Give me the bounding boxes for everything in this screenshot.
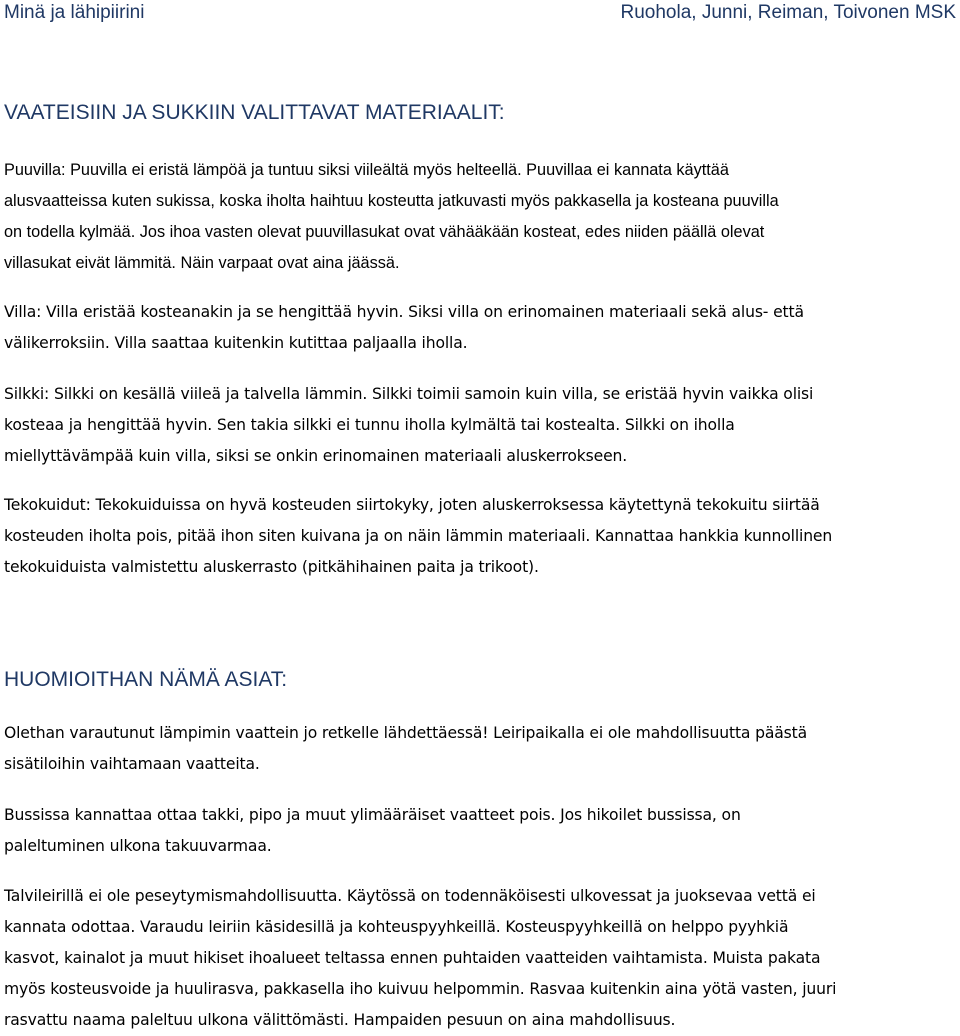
paragraph-tekokuidut [4, 490, 958, 583]
paragraph-silkki [4, 379, 958, 472]
paragraph-villa [4, 297, 958, 359]
paragraph-hygiene [4, 881, 958, 1036]
paragraph-warm-clothes [4, 718, 958, 780]
paragraph-puuvilla [4, 155, 958, 279]
paragraph-line: Puuvilla: Puuvilla ei eristä lämpöä ja tuntuu siksi viileältä myös helteellä. Puuvillaa ei kannata käyttää [4, 161, 729, 179]
page-header [4, 2, 956, 26]
header-title: Minä ja lähipiirini [4, 2, 145, 23]
paragraph-line: Talvileirillä ei ole peseytymismahdollisuutta. Käytössä on todennäköisesti ulkovessat ja juoksevaa vettä ei [4, 887, 816, 905]
paragraph-line: tekokuiduista valmistettu aluskerrasto (pitkähihainen paita ja trikoot). [4, 558, 539, 576]
section-heading-notes: HUOMIOITHAN NÄMÄ ASIAT: [4, 668, 288, 691]
paragraph-line: on todella kylmää. Jos ihoa vasten olevat puuvillasukat ovat vähääkään kosteat, edes niiden päällä olevat [4, 223, 765, 241]
paragraph-line: kasvot, kainalot ja muut hikiset ihoalueet teltassa ennen puhtaiden vaatteiden vaihtamista. Muista pakata [4, 949, 821, 967]
paragraph-line: välikerroksiin. Villa saattaa kuitenkin kutittaa paljaalla iholla. [4, 334, 468, 352]
paragraph-line: paleltuminen ulkona takuuvarmaa. [4, 837, 272, 855]
paragraph-line: Villa: Villa eristää kosteanakin ja se hengittää hyvin. Siksi villa on erinomainen materiaali sekä alus- että [4, 303, 804, 321]
paragraph-line: villasukat eivät lämmitä. Näin varpaat ovat aina jäässä. [4, 254, 400, 272]
paragraph-line: Olethan varautunut lämpimin vaattein jo retkelle lähdettäessä! Leiripaikalla ei ole mahdollisuutta päästä [4, 724, 808, 742]
paragraph-line: sisätiloihin vaihtamaan vaatteita. [4, 755, 260, 773]
section-heading-materials: VAATEISIIN JA SUKKIIN VALITTAVAT MATERIAALIT: [4, 101, 505, 124]
paragraph-line: kosteuden iholta pois, pitää ihon siten kuivana ja on näin lämmin materiaali. Kannattaa hankkia kunnollinen [4, 527, 833, 545]
header-authors: Ruohola, Junni, Reiman, Toivonen MSK [620, 2, 956, 23]
paragraph-line: myös kosteusvoide ja huulirasva, pakkasella iho kuivuu helpommin. Rasvaa kuitenkin aina yötä vasten, juuri [4, 980, 837, 998]
paragraph-line: kosteaa ja hengittää hyvin. Sen takia silkki ei tunnu iholla kylmältä tai kostealta. Silkki on iholla [4, 416, 735, 434]
paragraph-line: Silkki: Silkki on kesällä viileä ja talvella lämmin. Silkki toimii samoin kuin villa, se eristää hyvin vaikka olisi [4, 385, 814, 403]
paragraph-line: Tekokuidut: Tekokuiduissa on hyvä kosteuden siirtokyky, joten aluskerroksessa käytettynä tekokuitu siirtää [4, 496, 820, 514]
paragraph-line: kannata odottaa. Varaudu leiriin käsidesillä ja kohteuspyyhkeillä. Kosteuspyyhkeillä on helppo pyyhkiä [4, 918, 789, 936]
paragraph-line: Bussissa kannattaa ottaa takki, pipo ja muut ylimääräiset vaatteet pois. Jos hikoilet bussissa, on [4, 806, 741, 824]
paragraph-line: alusvaatteissa kuten sukissa, koska iholta haihtuu kosteutta jatkuvasti myös pakkasella ja kosteana puuvilla [4, 192, 779, 210]
paragraph-line: miellyttävämpää kuin villa, siksi se onkin erinomainen materiaali aluskerrokseen. [4, 447, 628, 465]
paragraph-bus [4, 800, 958, 862]
paragraph-line: rasvattu naama paleltuu ulkona välittömästi. Hampaiden pesuun on aina mahdollisuus. [4, 1011, 676, 1029]
